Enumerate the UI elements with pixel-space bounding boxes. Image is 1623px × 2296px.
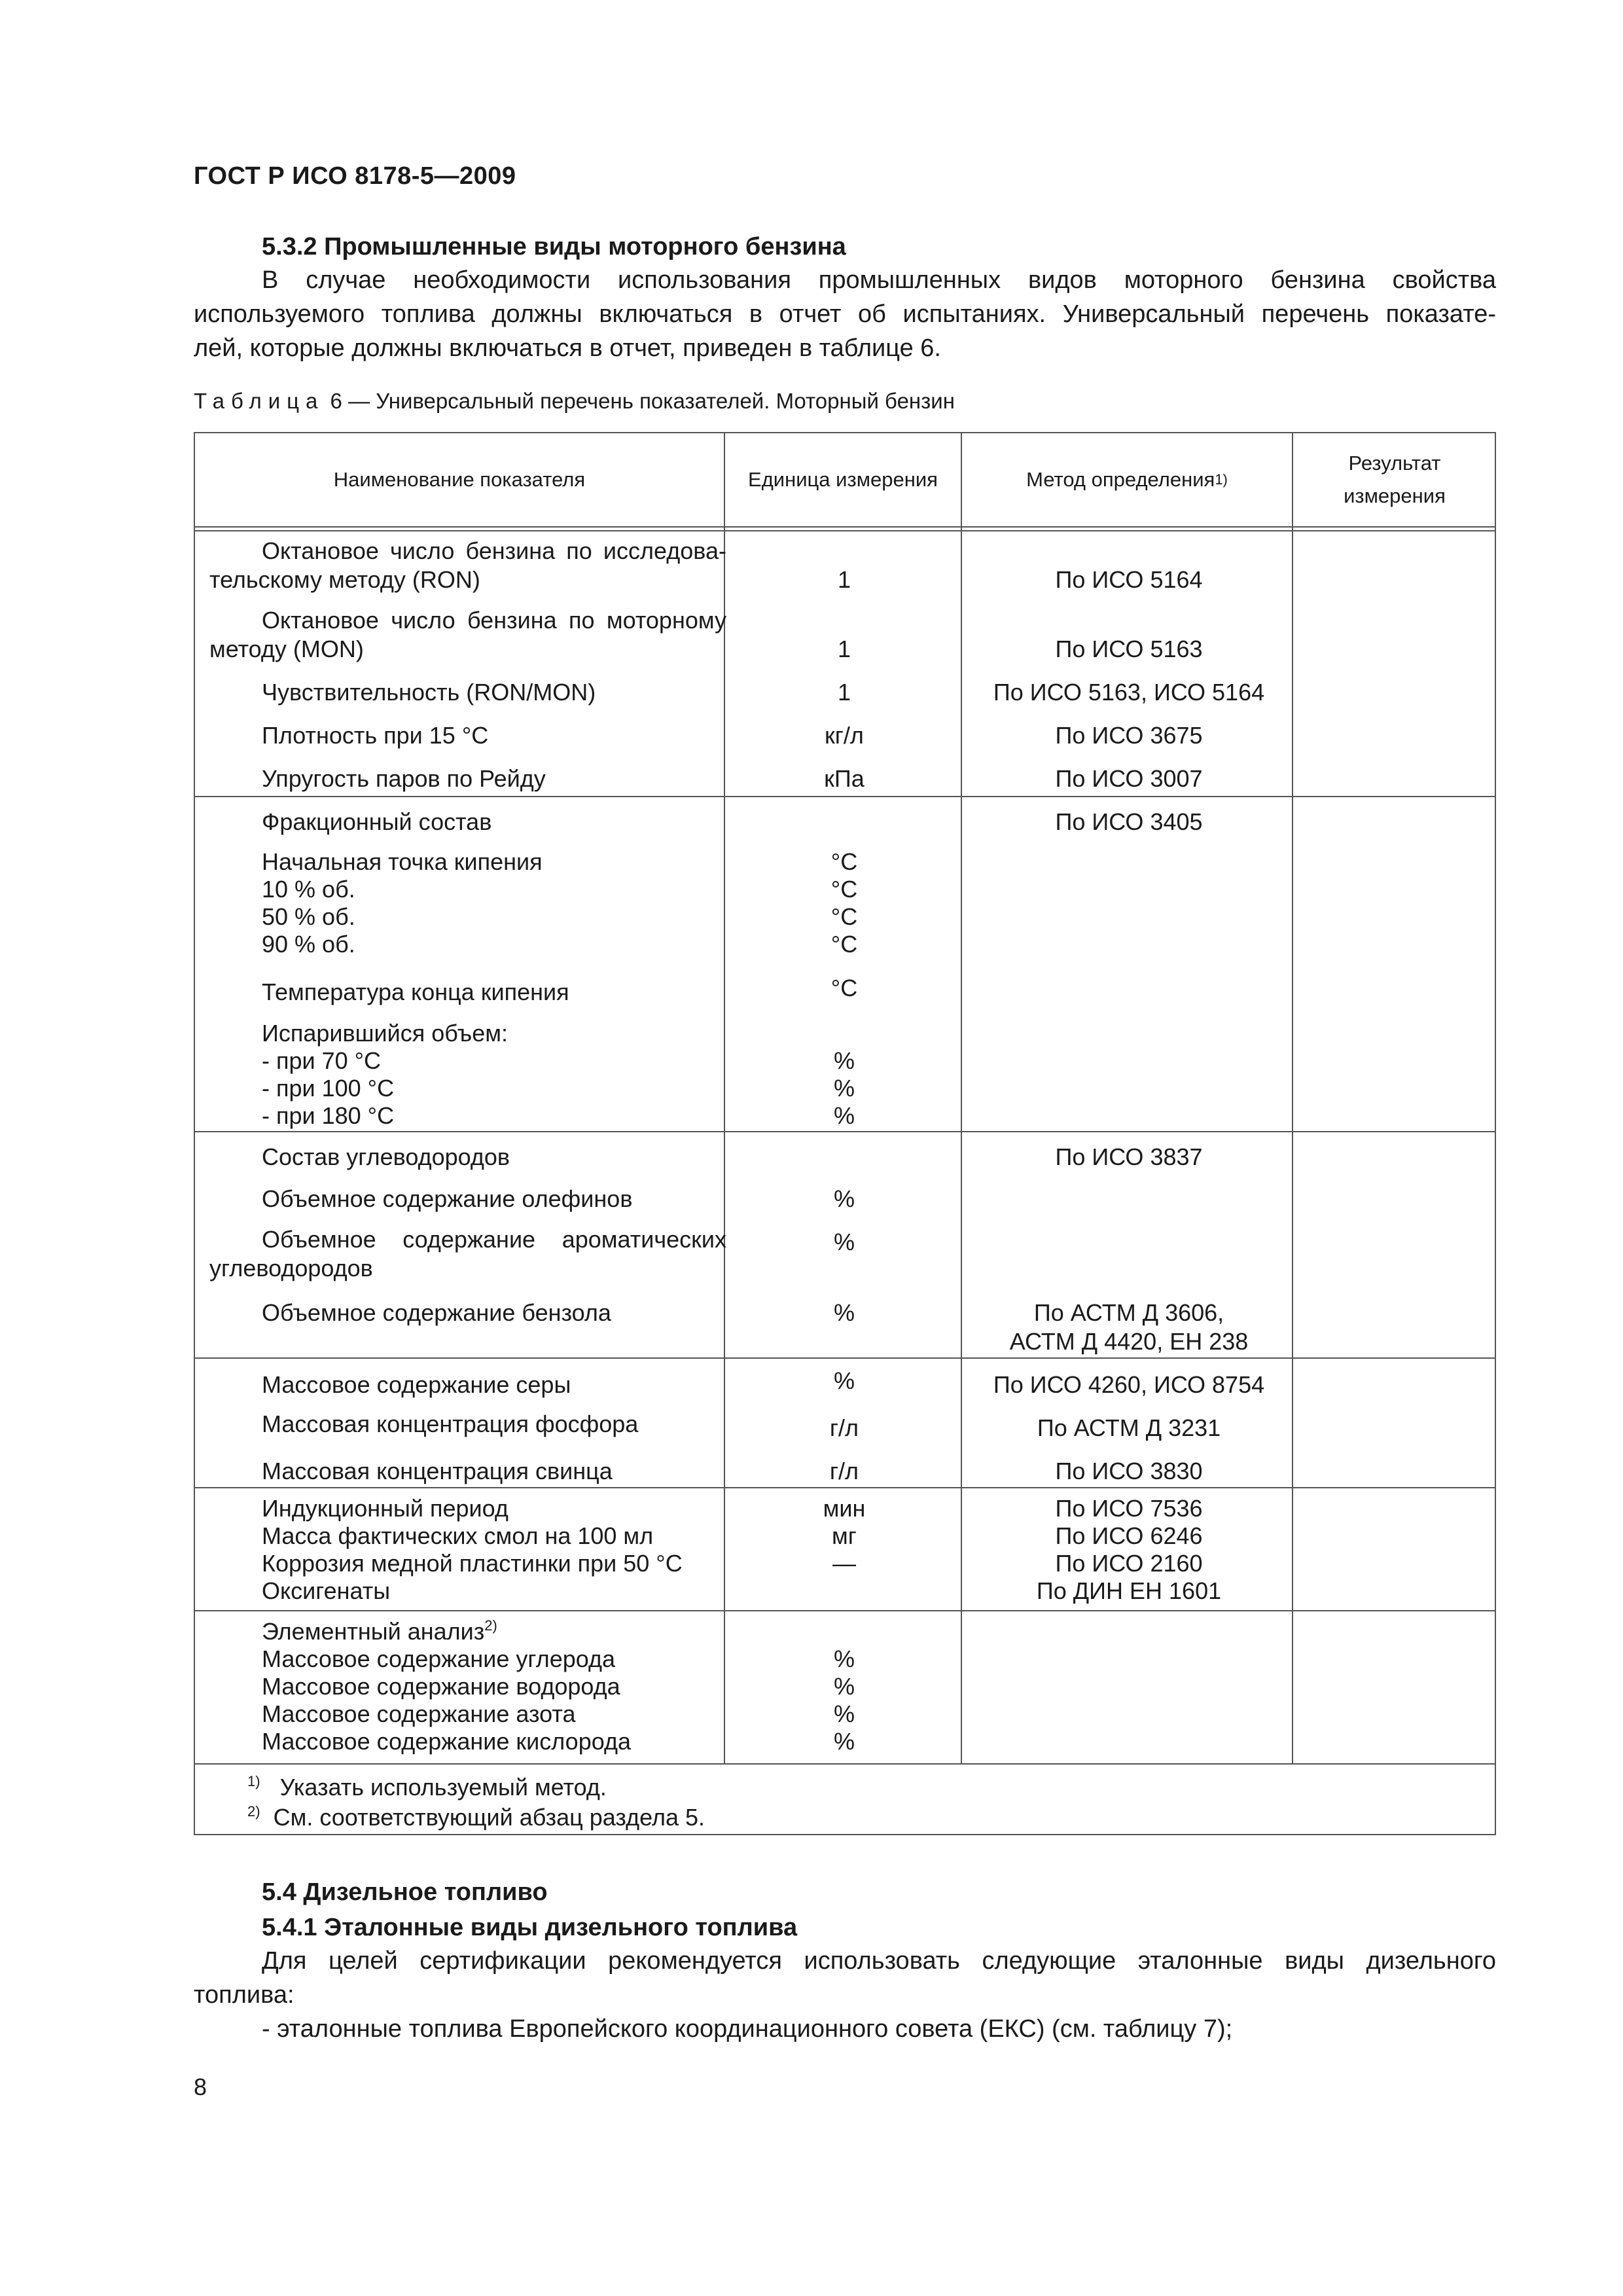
section-title-5-4-1: 5.4.1 Эталонные виды дизельного топлива [262,1914,798,1941]
row-rvp-unit: кПа [824,765,865,792]
group-divider [195,796,1495,797]
row-induction-unit: мин [823,1495,866,1522]
row-aromatics-unit: % [833,1229,855,1255]
row-mon-line2: методу (MON) [209,636,364,662]
row-mon-method: По ИСО 5163 [1055,636,1203,662]
row-hydrocarbons-method: По ИСО 3837 [1055,1143,1203,1170]
row-benzene-method-line2: АСТМ Д 4420, ЕН 238 [1009,1328,1249,1355]
row-e70: - при 70 °С [262,1047,382,1074]
row-oxygen-unit: % [833,1728,855,1755]
row-ron-line2: тельскому методу (RON) [209,566,480,593]
header-unit: Единица измерения [748,468,938,491]
row-nitrogen-unit: % [833,1700,855,1727]
row-mon-unit: 1 [837,636,851,662]
row-distillation-points [209,848,726,958]
table-caption [194,389,955,414]
row-aromatics-line1: Объемное содержание ароматических [262,1226,726,1253]
row-group-elemental-units [726,1645,962,1755]
footnote-divider [195,1763,1495,1765]
section-title-5-3-2: 5.3.2 Промышленные виды моторного бензина [262,233,846,260]
footnote-1 [247,1772,607,1803]
section-title-5-4: 5.4 Дизельное топливо [262,1878,548,1906]
row-ron-method: По ИСО 5164 [1055,566,1203,593]
table-caption-label: Таблица [194,389,325,413]
row-oxygenates: Оксигенаты [262,1577,391,1604]
row-aromatics [209,1225,726,1254]
header-divider [195,530,1495,531]
page-number: 8 [194,2073,207,2100]
row-oxygen: Массовое содержание кислорода [262,1728,631,1755]
row-v10: 10 % об. [262,876,355,903]
row-induction: Индукционный период [262,1495,508,1522]
row-v50-unit: °С [830,903,858,930]
row-e180-unit: % [833,1102,855,1129]
footnote-1-text: Указать используемый метод. [279,1774,607,1801]
row-sulfur-method: По ИСО 4260, ИСО 8754 [993,1371,1265,1398]
row-sensitivity-method: По ИСО 5163, ИСО 5164 [993,679,1265,706]
row-v50: 50 % об. [262,903,355,930]
document-header: ГОСТ Р ИСО 8178-5—2009 [194,162,516,190]
paragraph-line-2: топлива: [194,1981,294,2009]
row-lead: Массовая концентрация свинца [262,1458,613,1484]
row-phosphorus-method: По АСТМ Д 3231 [1037,1414,1221,1441]
row-v90-unit: °С [830,931,858,958]
footnote-2 [247,1803,705,1833]
footnote-1-mark: 1) [247,1773,260,1789]
row-e180: - при 180 °С [262,1102,395,1129]
header-method-label: Метод определения [1026,468,1215,491]
row-corrosion-method: По ИСО 2160 [1055,1550,1203,1577]
row-evaporated [209,1020,726,1130]
row-density-method: По ИСО 3675 [1055,722,1203,749]
row-sensitivity: Чувствительность (RON/MON) [262,679,596,706]
row-hydrogen: Массовое содержание водорода [262,1673,620,1700]
header-divider [195,526,1495,528]
row-corrosion-unit: — [832,1550,856,1577]
row-distillation: Фракционный состав [262,808,492,835]
row-hydrogen-unit: % [833,1673,855,1700]
group-divider [195,1357,1495,1359]
row-olefins-unit: % [833,1185,855,1212]
group-divider [195,1131,1495,1132]
row-group-stability [209,1495,726,1605]
row-fbp: Температура конца кипения [262,978,569,1005]
footnote-2-text: См. соответствующий абзац раздела 5. [273,1804,705,1831]
row-gum-method: По ИСО 6246 [1055,1522,1203,1549]
row-mon [209,606,726,635]
row-mon-line1: Октановое число бензина по моторному [262,607,726,634]
bullet-item: - эталонные топлива Европейского координационного совета (ЕКС) (см. таблицу 7); [262,2015,1233,2043]
row-sulfur-unit: % [833,1367,855,1394]
row-lead-method: По ИСО 3830 [1055,1458,1203,1484]
row-ibp-unit: °С [830,848,858,875]
row-ibp: Начальная точка кипения [262,848,543,875]
row-corrosion: Коррозия медной пластинки при 50 °С [262,1550,683,1577]
row-e100-unit: % [833,1075,855,1102]
row-lead-unit: г/л [829,1458,859,1484]
row-aromatics-line2: углеводородов [209,1255,373,1282]
section-5-4-1-paragraph [194,1944,1496,2046]
row-benzene-method [962,1299,1296,1356]
row-gum: Масса фактических смол на 100 мл [262,1522,654,1549]
paragraph-line-2: используемого топлива должны включаться в отчет об испытаниях. Универсальный перечень показате- [194,300,1496,328]
group-divider [195,1487,1495,1488]
row-oxygenates-method: По ДИН ЕН 1601 [1036,1577,1222,1604]
row-distillation-units [726,848,962,958]
table-caption-text: 6 — Универсальный перечень показателей. Моторный бензин [324,389,955,413]
section-5-3-2-paragraph [194,263,1496,365]
row-elemental-label: Элементный анализ [262,1618,485,1645]
paragraph-line-1: В случае необходимости использования промышленных видов моторного бензина свойства [262,266,1496,294]
row-evaporated-label: Испарившийся объем: [262,1020,508,1047]
row-phosphorus: Массовая концентрация фосфора [262,1410,639,1437]
row-evaporated-units [726,1047,962,1130]
row-e100: - при 100 °С [262,1075,395,1102]
row-density: Плотность при 15 °С [262,722,489,749]
row-e70-unit: % [833,1047,855,1074]
row-phosphorus-unit: г/л [829,1414,859,1441]
row-benzene-unit: % [833,1299,855,1326]
row-ron-line1: Октановое число бензина по исследова- [262,537,726,564]
row-group-stability-methods [962,1495,1296,1605]
row-group-stability-units [726,1495,962,1577]
paragraph-line-3: лей, которые должны включаться в отчет, приведен в таблице 6. [194,334,941,362]
row-sensitivity-unit: 1 [837,679,851,706]
row-elemental [262,1618,726,1645]
row-group-elemental [209,1618,726,1755]
row-benzene: Объемное содержание бензола [262,1299,611,1326]
header-result-line2: измерения [1344,484,1446,507]
row-carbon-unit: % [833,1645,855,1672]
row-gum-unit: мг [832,1522,857,1549]
row-ron-unit: 1 [837,566,851,593]
footnote-2-mark: 2) [247,1803,260,1820]
row-v10-unit: °С [830,876,858,903]
row-rvp: Упругость паров по Рейду [262,765,546,792]
row-induction-method: По ИСО 7536 [1055,1495,1203,1522]
paragraph-line-1: Для целей сертификации рекомендуется использовать следующие эталонные виды дизельного [262,1947,1496,1975]
row-v90: 90 % об. [262,931,355,958]
footnote-ref: 2) [484,1617,497,1634]
group-divider [195,1610,1495,1611]
row-density-unit: кг/л [825,722,864,749]
row-distillation-method: По ИСО 3405 [1055,808,1203,835]
header-name: Наименование показателя [333,468,586,491]
header-result-line1: Результат [1348,452,1441,475]
row-fbp-unit: °С [830,975,858,1001]
row-hydrocarbons: Состав углеводородов [262,1143,510,1170]
row-carbon: Массовое содержание углерода [262,1645,616,1672]
parameters-table [194,432,1496,1835]
row-benzene-method-line1: По АСТМ Д 3606, [1033,1299,1224,1326]
row-sulfur: Массовое содержание серы [262,1371,571,1398]
row-ron [209,537,726,565]
row-rvp-method: По ИСО 3007 [1055,765,1203,792]
row-olefins: Объемное содержание олефинов [262,1185,633,1212]
row-nitrogen: Массовое содержание азота [262,1700,576,1727]
header-method: Метод определения 1) [1026,468,1228,491]
header-result [1293,433,1496,526]
